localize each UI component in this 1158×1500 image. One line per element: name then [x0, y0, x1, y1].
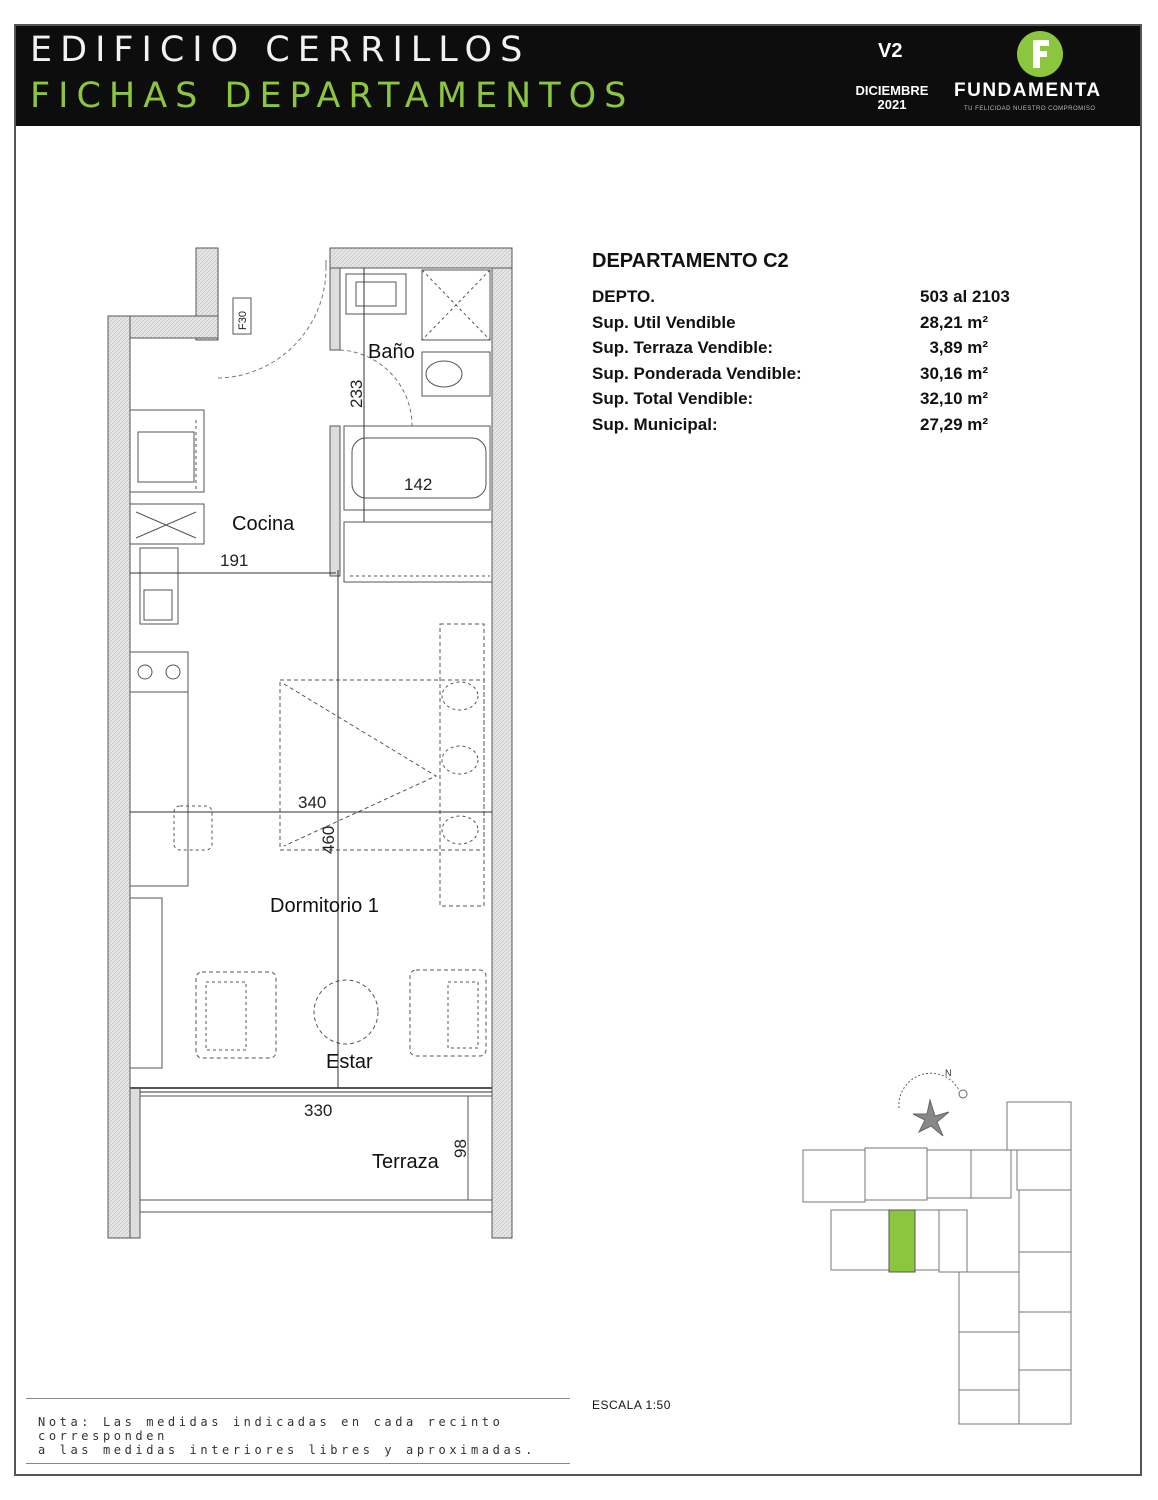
brand-name: FUNDAMENTA — [954, 80, 1102, 101]
room-label-dormitorio: Dormitorio 1 — [270, 895, 379, 917]
note-text — [38, 1415, 570, 1457]
info-value: 27,29 m² — [920, 414, 989, 434]
info-label: DEPTO. — [592, 287, 655, 306]
info-row — [592, 287, 1052, 313]
room-label-terraza: Terraza — [372, 1151, 439, 1173]
info-value: 28,21 m² — [920, 312, 989, 332]
info-value: 32,10 m² — [920, 389, 989, 408]
date-label — [848, 84, 936, 112]
floor-plan — [100, 240, 520, 1250]
room-label-bano: Baño — [368, 341, 415, 363]
date-month: DICIEMBRE — [855, 83, 929, 98]
note-line-2: a las medidas interiores libres y aproximadas. — [38, 1443, 536, 1457]
info-value: 30,16 m² — [920, 363, 989, 383]
dimension-191: 191 — [220, 551, 249, 570]
unit-highlight — [889, 1210, 915, 1272]
info-row — [592, 364, 1052, 390]
info-row — [592, 389, 1052, 415]
dimension-460: 460 — [319, 825, 338, 854]
dimension-233: 233 — [347, 379, 366, 408]
note-line-1: Nota: Las medidas indicadas en cada recinto corresponden — [38, 1415, 504, 1443]
version-label: V2 — [878, 40, 903, 62]
room-label-estar: Estar — [326, 1051, 373, 1073]
dimension-98: 98 — [451, 1139, 470, 1158]
dimension-340: 340 — [298, 793, 327, 812]
apartment-info — [592, 250, 1052, 440]
info-value: 503 al 2103 — [920, 287, 1010, 306]
info-row — [592, 415, 1052, 441]
info-label: Sup. Total Vendible: — [592, 389, 754, 408]
date-year: 2021 — [877, 97, 907, 112]
sheet-title: FICHAS DEPARTAMENTOS — [30, 76, 635, 116]
room-label-cocina: Cocina — [232, 513, 295, 535]
note-box — [26, 1398, 570, 1464]
dimension-330: 330 — [304, 1101, 333, 1120]
building-title: EDIFICIO CERRILLOS — [30, 30, 531, 70]
info-row — [592, 338, 1052, 364]
key-plan — [795, 1060, 1085, 1430]
info-label: Sup. Ponderada Vendible: — [592, 363, 802, 383]
info-label: Sup. Terraza Vendible: — [592, 338, 774, 357]
fixtures — [130, 270, 492, 1212]
scale-label: ESCALA 1:50 — [592, 1398, 671, 1412]
building-outline — [803, 1102, 1071, 1424]
north-label: N — [945, 1068, 952, 1078]
brand-tagline: TU FELICIDAD NUESTRO COMPROMISO — [964, 106, 1096, 112]
info-label: Sup. Util Vendible — [592, 312, 736, 332]
info-label: Sup. Municipal: — [592, 414, 718, 434]
fundamenta-logo-icon — [1016, 30, 1064, 78]
info-value: 3,89 m² — [920, 338, 989, 357]
duct-label-f30: F30 — [237, 311, 249, 330]
header-bar — [16, 26, 1140, 126]
apartment-title: DEPARTAMENTO C2 — [592, 250, 789, 272]
compass-icon — [899, 1068, 967, 1136]
info-row — [592, 313, 1052, 339]
dimension-142: 142 — [404, 475, 433, 494]
